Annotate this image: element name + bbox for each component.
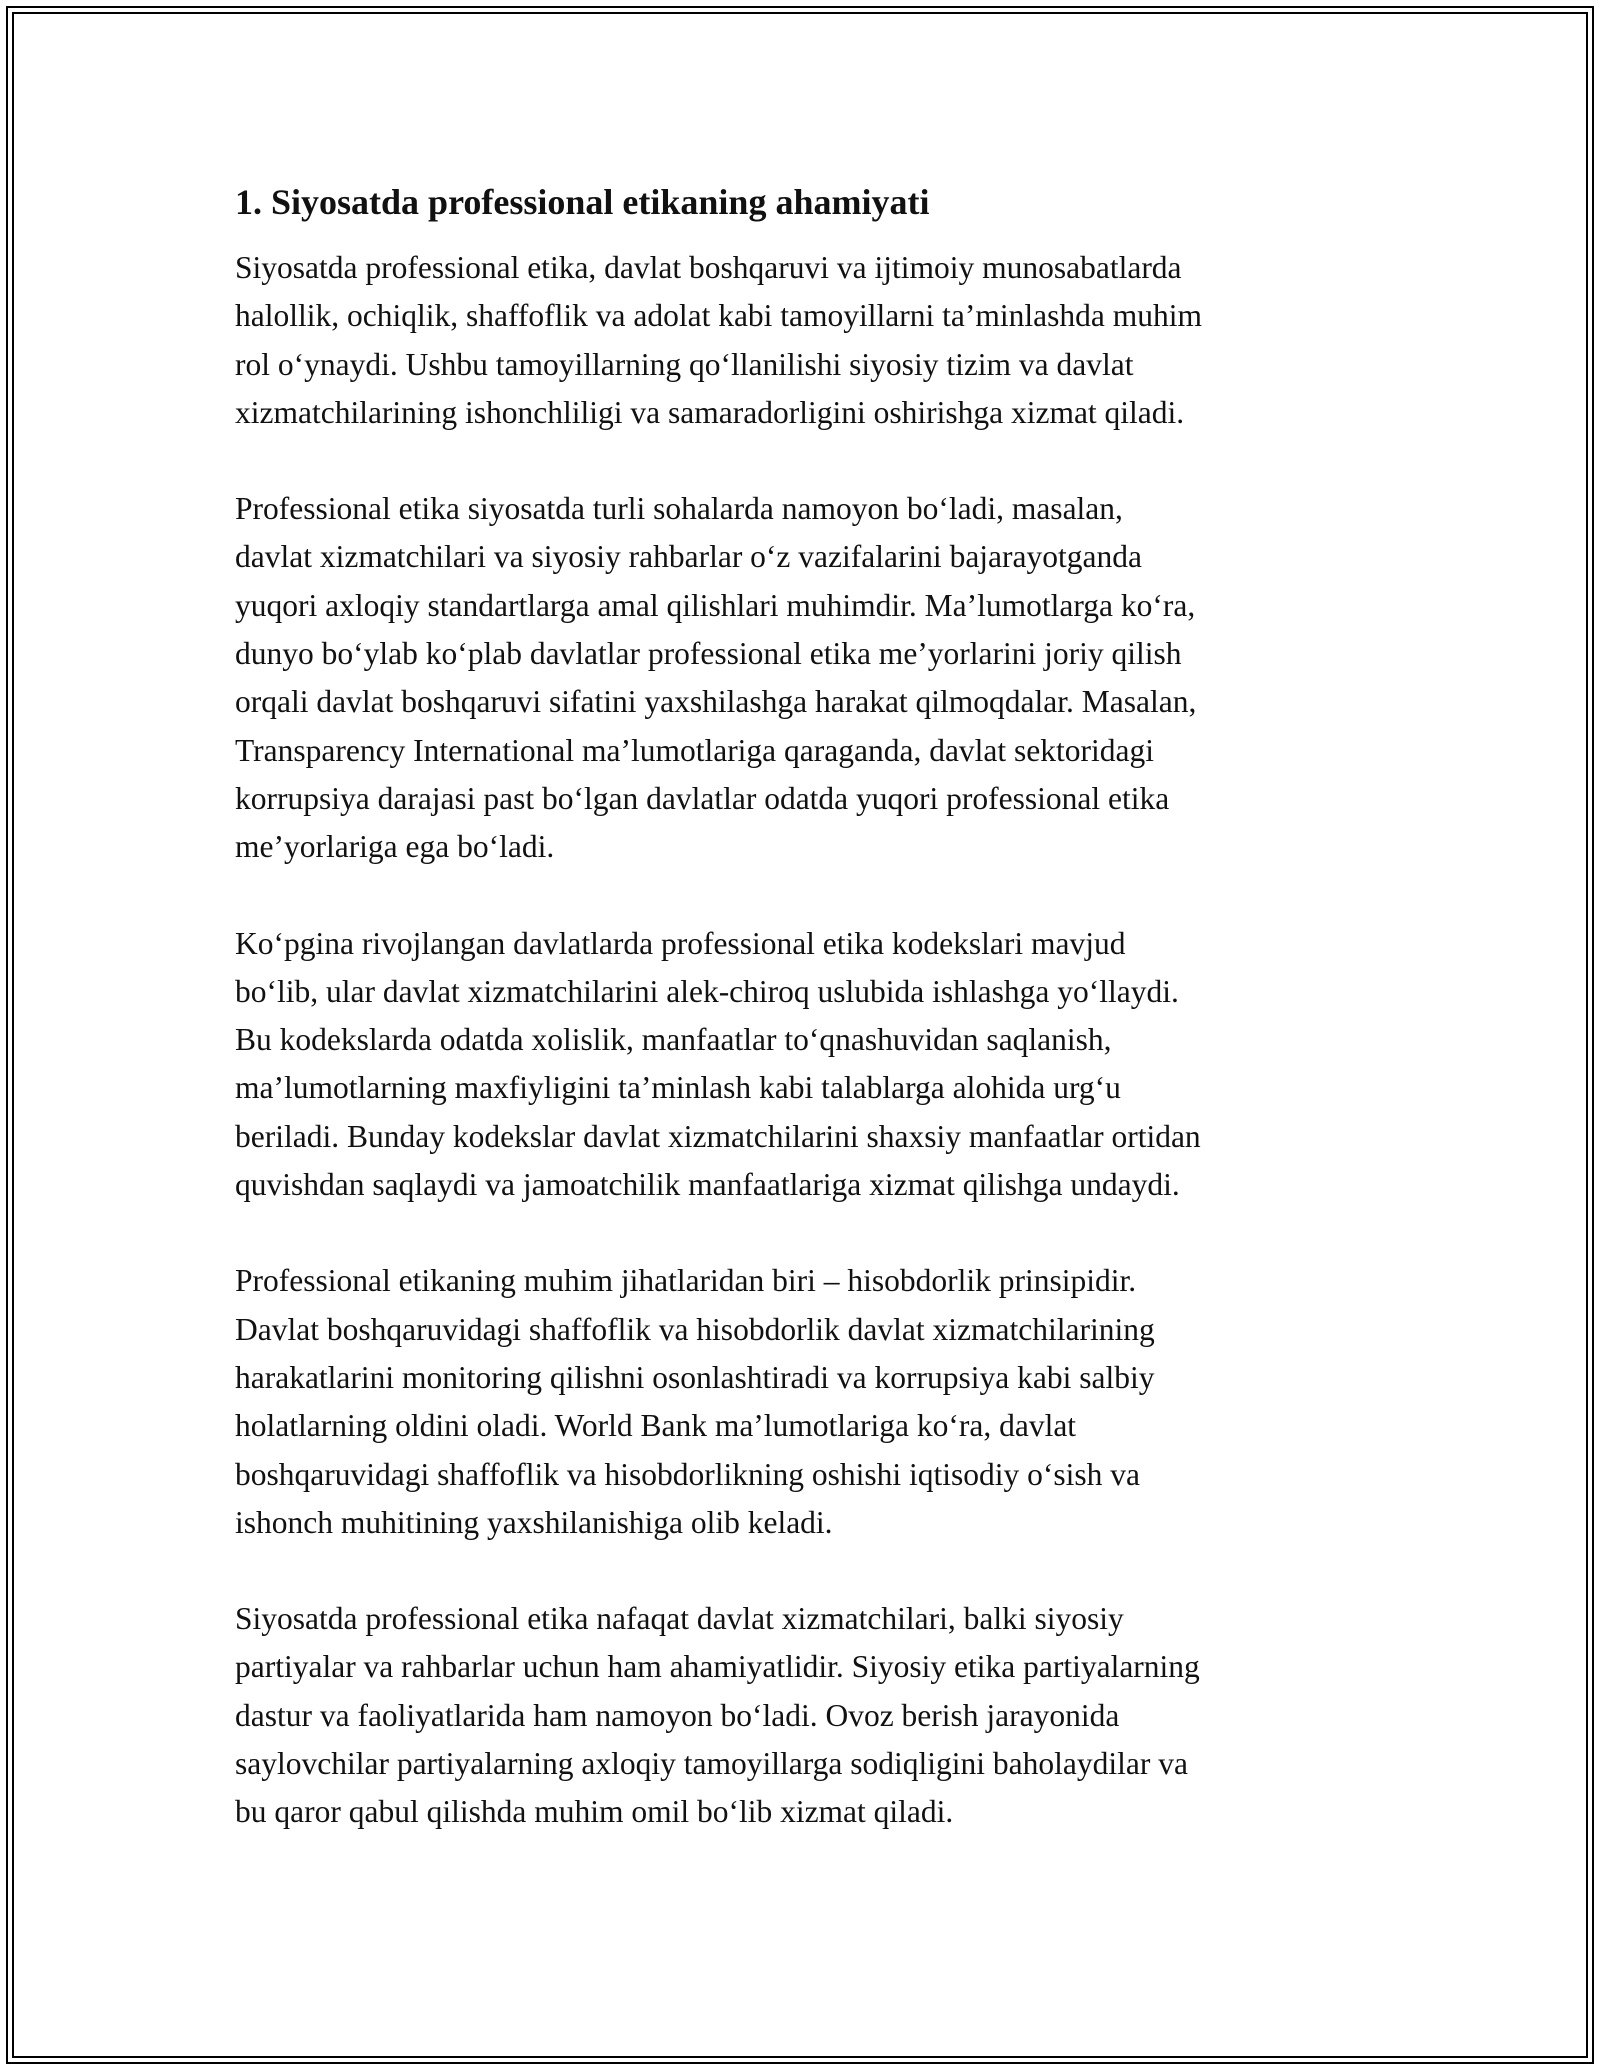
section-heading: 1. Siyosatda professional etikaning ahamiyati [235, 182, 930, 222]
text-line: ishonch muhitining yaxshilanishiga olib keladi. [235, 1504, 833, 1540]
text-line: Siyosatda professional etika, davlat boshqaruvi va ijtimoiy munosabatlarda [235, 250, 1182, 285]
text-line: saylovchilar partiyalarning axloqiy tamoyillarga sodiqligini baholaydilar va [235, 1746, 1188, 1782]
text-line: dunyo bo‘ylab ko‘plab davlatlar professional etika me’yorlarini joriy qilish [235, 636, 1182, 672]
text-line: halollik, ochiqlik, shaffoflik va adolat kabi tamoyillarni ta’minlashda muhim [235, 298, 1202, 334]
text-line: korrupsiya darajasi past bo‘lgan davlatlar odatda yuqori professional etika [235, 780, 1170, 816]
text-line: boshqaruvidagi shaffoflik va hisobdorlikning oshishi iqtisodiy o‘sish va [235, 1456, 1140, 1492]
paragraph-2 [235, 485, 1385, 871]
text-line: quvishdan saqlaydi va jamoatchilik manfaatlariga xizmat qilishga undaydi. [235, 1167, 1180, 1203]
text-line: bo‘lib, ular davlat xizmatchilarini alek-chiroq uslubida ishlashga yo‘llaydi. [235, 973, 1179, 1009]
text-line: me’yorlariga ega bo‘ladi. [235, 829, 555, 865]
text-line: bu qaror qabul qilishda muhim omil bo‘lib xizmat qiladi. [235, 1794, 954, 1830]
text-line: ma’lumotlarning maxfiyligini ta’minlash kabi talablarga alohida urg‘u [235, 1070, 1121, 1106]
text-line: dastur va faoliyatlarida ham namoyon bo‘ladi. Ovoz berish jarayonida [235, 1697, 1120, 1733]
text-line: partiyalar va rahbarlar uchun ham ahamiyatlidir. Siyosiy etika partiyalarning [235, 1649, 1200, 1685]
text-line: harakatlarini monitoring qilishni osonlashtiradi va korrupsiya kabi salbiy [235, 1359, 1155, 1395]
text-line: holatlarning oldini oladi. World Bank ma’lumotlariga ko‘ra, davlat [235, 1408, 1077, 1444]
text-line: Transparency International ma’lumotlariga qaraganda, davlat sektoridagi [235, 732, 1155, 768]
paragraph-3 [235, 920, 1385, 1210]
paragraph-1 [235, 244, 1385, 437]
paragraph-4 [235, 1257, 1385, 1547]
paragraph-5 [235, 1595, 1385, 1836]
text-line: Professional etikaning muhim jihatlaridan biri – hisobdorlik prinsipidir. [235, 1263, 1137, 1299]
text-line: yuqori axloqiy standartlarga amal qilishlari muhimdir. Ma’lumotlarga ko‘ra, [235, 587, 1196, 623]
text-line: xizmatchilarining ishonchliligi va samaradorligini oshirishga xizmat qiladi. [235, 394, 1185, 430]
text-line: Bu kodekslarda odatda xolislik, manfaatlar to‘qnashuvidan saqlanish, [235, 1022, 1112, 1058]
text-line: orqali davlat boshqaruvi sifatini yaxshilashga harakat qilmoqdalar. Masalan, [235, 684, 1197, 720]
text-line: Davlat boshqaruvidagi shaffoflik va hisobdorlik davlat xizmatchilarining [235, 1311, 1155, 1347]
text-line: davlat xizmatchilari va siyosiy rahbarlar o‘z vazifalarini bajarayotganda [235, 539, 1142, 575]
text-line: Ko‘pgina rivojlangan davlatlarda professional etika kodekslari mavjud [235, 925, 1126, 961]
text-line: Siyosatda professional etika nafaqat davlat xizmatchilari, balki siyosiy [235, 1601, 1124, 1637]
text-line: Professional etika siyosatda turli sohalarda namoyon bo‘ladi, masalan, [235, 491, 1123, 527]
text-line: rol o‘ynaydi. Ushbu tamoyillarning qo‘llanilishi siyosiy tizim va davlat [235, 346, 1134, 382]
document-body [235, 178, 1385, 1885]
text-line: beriladi. Bunday kodekslar davlat xizmatchilarini shaxsiy manfaatlar ortidan [235, 1118, 1201, 1154]
